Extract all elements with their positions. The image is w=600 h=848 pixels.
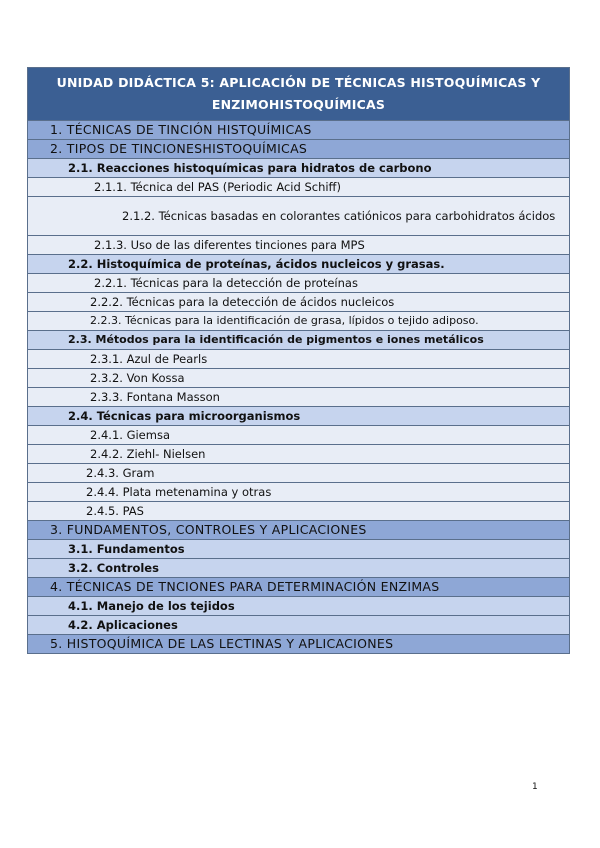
toc-row (28, 502, 570, 521)
toc-item-2-4-1: 2.4.1. Giemsa (28, 426, 570, 445)
toc-subsection-4-2: 4.2. Aplicaciones (28, 616, 570, 635)
toc-item-2-1-2-text: 2.1.2. Técnicas basadas en colorantes catiónicos para carbohidratos ácidos (122, 208, 556, 223)
toc-title-row (28, 68, 570, 121)
toc-row (28, 159, 570, 178)
toc-item-2-1-1: 2.1.1. Técnica del PAS (Periodic Acid Schiff) (28, 178, 570, 197)
toc-row (28, 255, 570, 274)
unit-title: UNIDAD DIDÁCTICA 5: APLICACIÓN DE TÉCNICAS HISTOQUÍMICAS Y ENZIMOHISTOQUÍMICAS (28, 68, 570, 121)
toc-section-1: 1. TÉCNICAS DE TINCIÓN HISTQUÍMICAS (28, 121, 570, 140)
toc-item-2-3-3: 2.3.3. Fontana Masson (28, 388, 570, 407)
toc-table (27, 67, 570, 654)
toc-row (28, 483, 570, 502)
toc-row (28, 369, 570, 388)
toc-section-5: 5. HISTOQUÍMICA DE LAS LECTINAS Y APLICACIONES (28, 635, 570, 654)
toc-row (28, 140, 570, 159)
toc-row (28, 464, 570, 483)
toc-row (28, 178, 570, 197)
toc-row (28, 293, 570, 312)
toc-subsection-3-1: 3.1. Fundamentos (28, 540, 570, 559)
toc-row (28, 121, 570, 140)
toc-item-2-4-5: 2.4.5. PAS (28, 502, 570, 521)
toc-item-2-1-3: 2.1.3. Uso de las diferentes tinciones para MPS (28, 236, 570, 255)
toc-subsection-3-2: 3.2. Controles (28, 559, 570, 578)
toc-row (28, 635, 570, 654)
toc-row (28, 312, 570, 331)
page-number: 1 (532, 782, 538, 792)
toc-row (28, 540, 570, 559)
toc-row (28, 274, 570, 293)
toc-item-2-4-2: 2.4.2. Ziehl- Nielsen (28, 445, 570, 464)
toc-row (28, 236, 570, 255)
toc-row (28, 445, 570, 464)
toc-item-2-3-2: 2.3.2. Von Kossa (28, 369, 570, 388)
toc-item-2-4-3: 2.4.3. Gram (28, 464, 570, 483)
toc-row (28, 597, 570, 616)
toc-row (28, 407, 570, 426)
toc-subsection-4-1: 4.1. Manejo de los tejidos (28, 597, 570, 616)
toc-row (28, 350, 570, 369)
toc-item-2-2-2: 2.2.2. Técnicas para la detección de ácidos nucleicos (28, 293, 570, 312)
toc-subsection-2-4: 2.4. Técnicas para microorganismos (28, 407, 570, 426)
toc-row (28, 426, 570, 445)
toc-subsection-2-3: 2.3. Métodos para la identificación de pigmentos e iones metálicos (28, 331, 570, 350)
toc-row (28, 521, 570, 540)
toc-subsection-2-1: 2.1. Reacciones histoquímicas para hidratos de carbono (28, 159, 570, 178)
toc-subsection-2-2: 2.2. Histoquímica de proteínas, ácidos nucleicos y grasas. (28, 255, 570, 274)
toc-item-2-4-4: 2.4.4. Plata metenamina y otras (28, 483, 570, 502)
toc-section-4: 4. TÉCNICAS DE TNCIONES PARA DETERMINACIÓN ENZIMAS (28, 578, 570, 597)
toc-row (28, 197, 570, 236)
toc-row (28, 559, 570, 578)
toc-row (28, 616, 570, 635)
toc-item-2-1-2 (28, 197, 570, 236)
toc-item-2-3-1: 2.3.1. Azul de Pearls (28, 350, 570, 369)
toc-section-2: 2. TIPOS DE TINCIONESHISTOQUÍMICAS (28, 140, 570, 159)
toc-section-3: 3. FUNDAMENTOS, CONTROLES Y APLICACIONES (28, 521, 570, 540)
toc-row (28, 388, 570, 407)
toc-item-2-2-3: 2.2.3. Técnicas para la identificación de grasa, lípidos o tejido adiposo. (28, 312, 570, 331)
toc-item-2-2-1: 2.2.1. Técnicas para la detección de proteínas (28, 274, 570, 293)
toc-row (28, 578, 570, 597)
toc-row (28, 331, 570, 350)
